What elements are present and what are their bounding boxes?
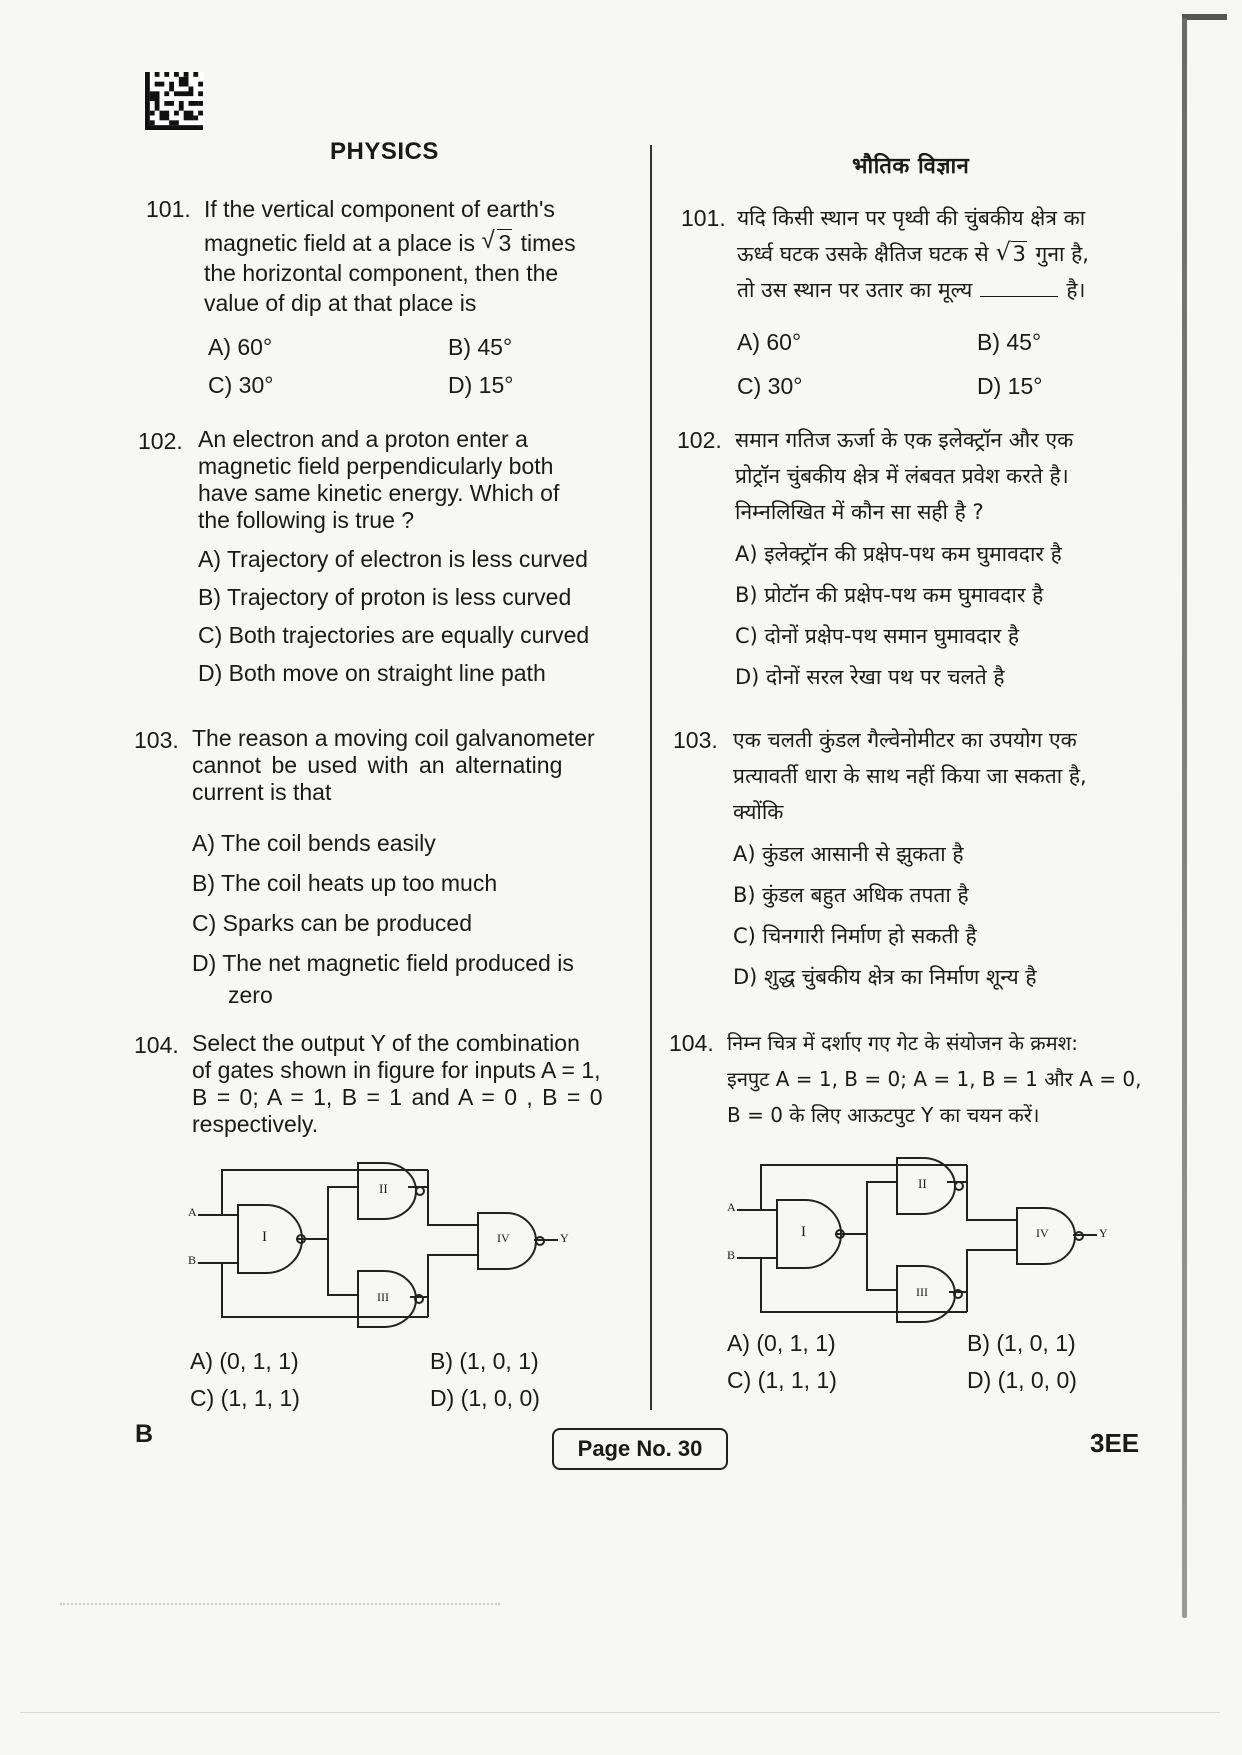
stem-line: value of dip at that place is <box>204 290 477 316</box>
stem-line: cannot be used with an alternating <box>192 752 563 778</box>
option-a[interactable]: A) (0, 1, 1) <box>727 1330 836 1356</box>
stem-line: गुना है, <box>1035 242 1089 266</box>
question-103-en <box>134 725 634 1008</box>
input-b-label: B <box>188 1253 197 1267</box>
stem-line: समान गतिज ऊर्जा के एक इलेक्ट्रॉन और एक <box>735 428 1074 452</box>
page-edge-right <box>1182 18 1187 1618</box>
question-104-en <box>134 1030 634 1160</box>
stem-line: प्रोट्रॉन चुंबकीय क्षेत्र में लंबवत प्रवेश करते है। <box>735 464 1069 488</box>
question-104-hi-options <box>727 1330 1167 1394</box>
option-b[interactable]: B) 45° <box>977 329 1042 355</box>
option-c[interactable]: C) Both trajectories are equally curved <box>198 622 590 648</box>
question-number: 103. <box>134 727 179 753</box>
stem-line: the horizontal component, then the <box>204 260 559 286</box>
question-103-hi <box>673 722 1163 1002</box>
option-b[interactable]: B) Trajectory of proton is less curved <box>198 584 572 610</box>
option-b[interactable]: B) कुंडल बहुत अधिक तपता है <box>733 883 969 907</box>
square-root-icon: √ 3 <box>483 228 512 258</box>
gate-1-label: I <box>262 1229 267 1245</box>
option-a[interactable]: A) The coil bends easily <box>192 830 436 856</box>
output-y-label: Y <box>1099 1226 1108 1240</box>
paper-code: 3EE <box>1090 1428 1140 1458</box>
stem-line: of gates shown in figure for inputs A = 1, <box>192 1057 601 1083</box>
barcode-icon <box>144 72 204 130</box>
option-d-continued: zero <box>228 982 273 1008</box>
option-c[interactable]: C) चिनगारी निर्माण हो सकती है <box>733 924 977 948</box>
faint-dotted-line <box>60 1603 500 1605</box>
question-101-en <box>146 194 636 398</box>
input-a-label: A <box>188 1205 197 1219</box>
stem-line: एक चलती कुंडल गैल्वेनोमीटर का उपयोग एक <box>733 728 1077 752</box>
question-102-hi <box>677 422 1157 702</box>
option-b[interactable]: B) (1, 0, 1) <box>430 1348 539 1374</box>
page-number-box: Page No. 30 <box>552 1428 728 1470</box>
option-d[interactable]: D) शुद्ध चुंबकीय क्षेत्र का निर्माण शून्य है <box>733 965 1037 989</box>
option-d[interactable]: D) (1, 0, 0) <box>967 1367 1077 1393</box>
stem-line: निम्नलिखित में कौन सा सही है ? <box>735 500 984 524</box>
input-b-label: B <box>727 1248 736 1262</box>
question-104-en-options <box>190 1348 650 1412</box>
option-d[interactable]: D) (1, 0, 0) <box>430 1385 540 1411</box>
stem-line: the following is true ? <box>198 507 415 533</box>
stem-line: have same kinetic energy. Which of <box>198 480 560 506</box>
question-number: 102. <box>677 427 722 453</box>
stem-line: An electron and a proton enter a <box>198 426 528 452</box>
question-104-hi <box>669 1025 1159 1155</box>
stem-line: respectively. <box>192 1111 319 1137</box>
option-a[interactable]: A) 60° <box>208 334 273 360</box>
question-number: 103. <box>673 727 718 753</box>
output-y-label: Y <box>560 1231 569 1245</box>
stem-line: तो उस स्थान पर उतार का मूल्य <box>737 278 973 302</box>
option-d[interactable]: D) दोनों सरल रेखा पथ पर चलते है <box>735 665 1005 689</box>
question-number: 102. <box>138 428 183 454</box>
square-root-icon: √ 3 <box>997 236 1026 272</box>
stem-line: प्रत्यावर्ती धारा के साथ नहीं किया जा सकता है, <box>733 764 1087 788</box>
option-a[interactable]: A) Trajectory of electron is less curved <box>198 546 588 572</box>
stem-line: क्योंकि <box>733 800 784 824</box>
question-101-hi <box>681 200 1161 400</box>
gate-2-label: II <box>379 1181 388 1196</box>
gate-1-label: I <box>801 1224 806 1240</box>
logic-gate-diagram-hi <box>727 1140 1127 1340</box>
option-c[interactable]: C) (1, 1, 1) <box>190 1385 300 1411</box>
option-a[interactable]: A) (0, 1, 1) <box>190 1348 299 1374</box>
gate-3-label: III <box>377 1290 389 1304</box>
gate-3-label: III <box>916 1285 928 1299</box>
option-a[interactable]: A) कुंडल आसानी से झुकता है <box>733 842 964 866</box>
stem-line: magnetic field at a place is <box>204 230 476 256</box>
section-heading-hindi: भौतिक विज्ञान <box>852 154 970 179</box>
option-c[interactable]: C) 30° <box>208 372 274 398</box>
stem-line: B = 0 के लिए आऊटपुट Y का चयन करें। <box>727 1103 1040 1127</box>
logic-gate-diagram-en <box>188 1145 588 1345</box>
stem-line: The reason a moving coil galvanometer <box>192 725 595 751</box>
option-c[interactable]: C) दोनों प्रक्षेप-पथ समान घुमावदार है <box>735 624 1020 648</box>
stem-line: times <box>520 230 576 256</box>
stem-line: current is that <box>192 779 332 805</box>
question-number: 101. <box>681 205 726 231</box>
option-d[interactable]: D) 15° <box>977 373 1043 399</box>
fill-in-blank <box>980 276 1058 297</box>
stem-line: निम्न चित्र में दर्शाए गए गेट के संयोजन के क्रमश: <box>727 1031 1078 1055</box>
option-b[interactable]: B) प्रोटॉन की प्रक्षेप-पथ कम घुमावदार है <box>735 583 1044 607</box>
set-letter: B <box>135 1420 154 1448</box>
question-number: 104. <box>669 1030 714 1056</box>
option-a[interactable]: A) इलेक्ट्रॉन की प्रक्षेप-पथ कम घुमावदार है <box>735 542 1062 566</box>
stem-line: इनपुट A = 1, B = 0; A = 1, B = 1 और A = 0, <box>727 1067 1142 1091</box>
option-c[interactable]: C) (1, 1, 1) <box>727 1367 837 1393</box>
stem-line: If the vertical component of earth's <box>204 196 555 222</box>
option-b[interactable]: B) (1, 0, 1) <box>967 1330 1076 1356</box>
option-b[interactable]: B) 45° <box>448 334 513 360</box>
gate-4-label: IV <box>497 1231 510 1245</box>
option-d[interactable]: D) Both move on straight line path <box>198 660 546 686</box>
option-d[interactable]: D) The net magnetic field produced is <box>192 950 574 976</box>
option-d[interactable]: D) 15° <box>448 372 514 398</box>
section-heading-english: PHYSICS <box>330 138 439 165</box>
stem-line: ऊर्ध्व घटक उसके क्षैतिज घटक से <box>737 242 989 266</box>
question-number: 101. <box>146 196 191 222</box>
question-102-en <box>138 426 628 686</box>
option-c[interactable]: C) Sparks can be produced <box>192 910 472 936</box>
question-number: 104. <box>134 1032 179 1058</box>
gate-2-label: II <box>918 1176 927 1191</box>
page-bottom-rule <box>20 1712 1220 1713</box>
stem-line: magnetic field perpendicularly both <box>198 453 554 479</box>
stem-line: है। <box>1066 278 1086 302</box>
page-edge-top <box>1182 14 1227 20</box>
option-c[interactable]: C) 30° <box>737 373 803 399</box>
gate-4-label: IV <box>1036 1226 1049 1240</box>
option-a[interactable]: A) 60° <box>737 329 802 355</box>
stem-line: यदि किसी स्थान पर पृथ्वी की चुंबकीय क्षेत्र का <box>737 206 1086 230</box>
stem-line: B = 0; A = 1, B = 1 and A = 0 , B = 0 <box>192 1084 603 1110</box>
option-b[interactable]: B) The coil heats up too much <box>192 870 498 896</box>
input-a-label: A <box>727 1200 736 1214</box>
stem-line: Select the output Y of the combination <box>192 1030 580 1056</box>
